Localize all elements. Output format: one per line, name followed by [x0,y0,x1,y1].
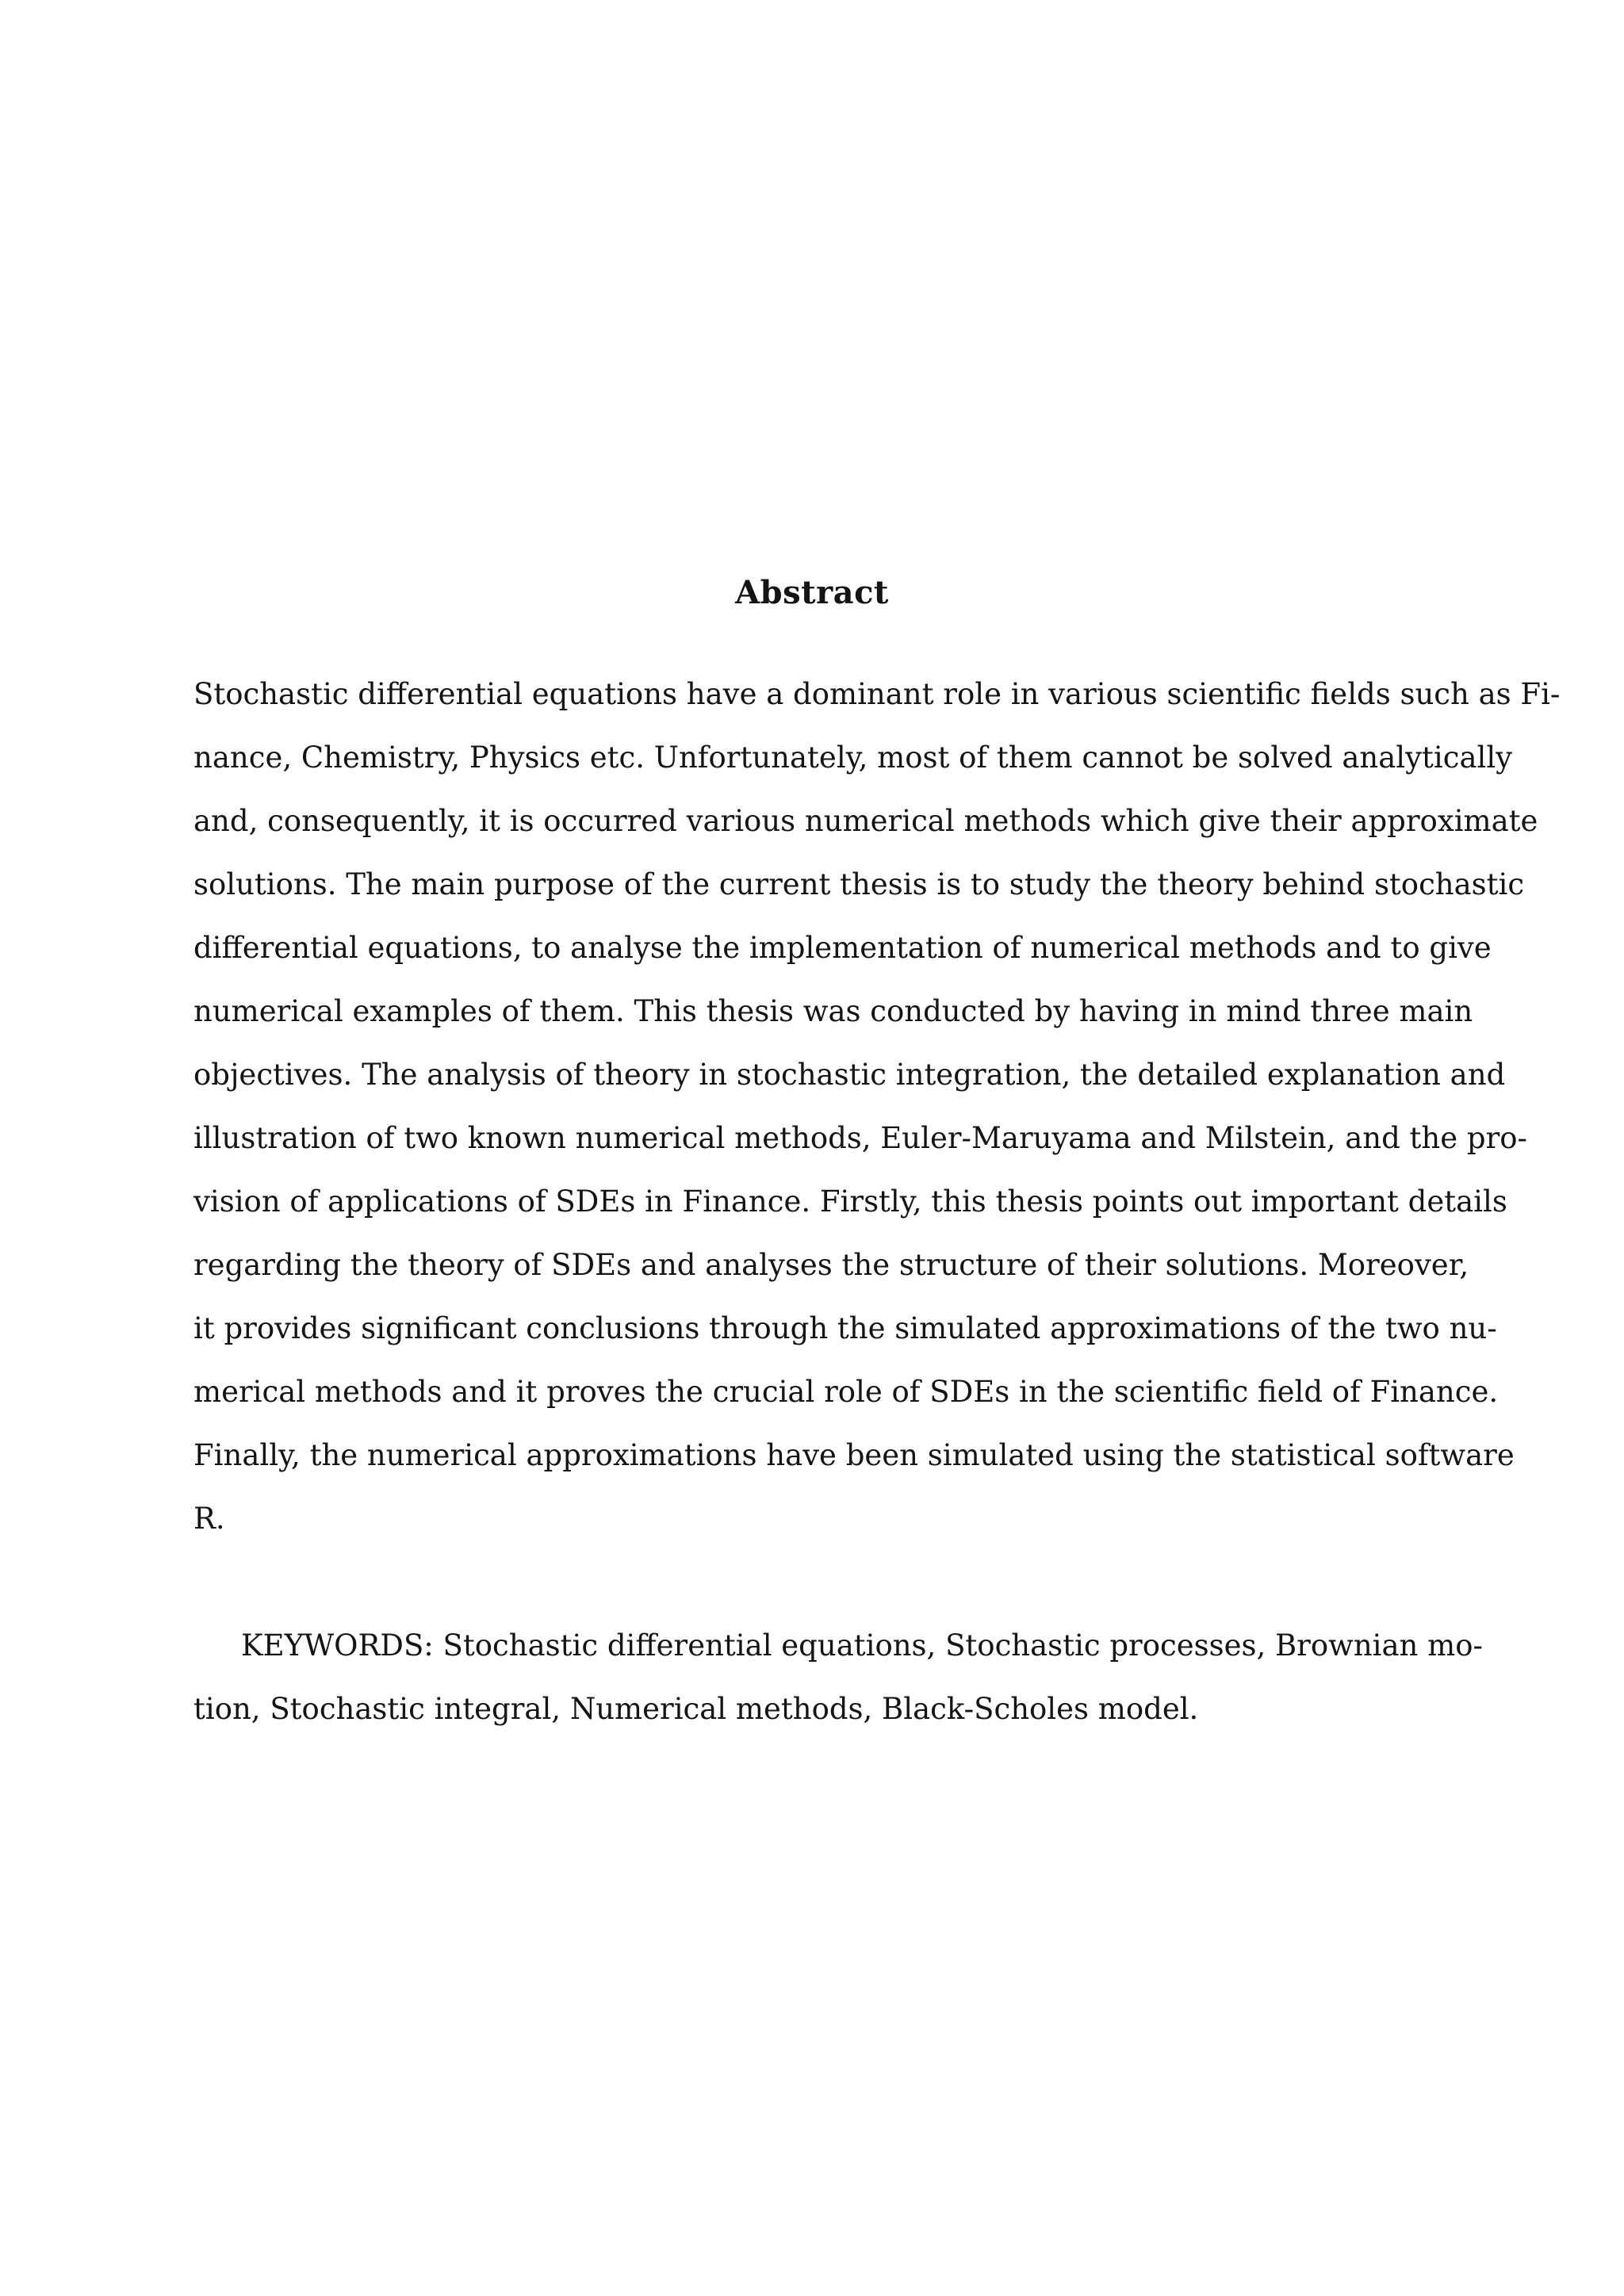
abstract-heading: Abstract [735,574,889,611]
abstract-line: objectives. The analysis of theory in stochastic integration, the detailed explanation and [193,1058,1506,1092]
abstract-line: R. [193,1502,225,1536]
abstract-line: and, consequently, it is occurred various numerical methods which give their approximate [193,804,1538,838]
keywords-line: tion, Stochastic integral, Numerical methods, Black-Scholes model. [193,1692,1199,1726]
keywords-line: KEYWORDS: Stochastic differential equations, Stochastic processes, Brownian mo- [241,1628,1483,1663]
abstract-line: it provides significant conclusions through the simulated approximations of the two nu- [193,1311,1497,1345]
abstract-line: solutions. The main purpose of the current thesis is to study the theory behind stochastic [193,867,1525,901]
abstract-line: nance, Chemistry, Physics etc. Unfortunately, most of them cannot be solved analytically [193,740,1513,775]
abstract-line: vision of applications of SDEs in Finance. Firstly, this thesis points out important details [193,1184,1507,1219]
abstract-line: regarding the theory of SDEs and analyses the structure of their solutions. Moreover, [193,1248,1469,1282]
abstract-line: numerical examples of them. This thesis was conducted by having in mind three main [193,994,1473,1028]
abstract-line: illustration of two known numerical methods, Euler-Maruyama and Milstein, and the pro- [193,1121,1528,1155]
abstract-line: merical methods and it proves the crucial role of SDEs in the scientific field of Finance. [193,1375,1499,1409]
abstract-line: differential equations, to analyse the implementation of numerical methods and to give [193,931,1492,965]
abstract-line: Finally, the numerical approximations have been simulated using the statistical software [193,1438,1515,1472]
abstract-line: Stochastic differential equations have a dominant role in various scientific fields such as Fi- [193,677,1561,711]
